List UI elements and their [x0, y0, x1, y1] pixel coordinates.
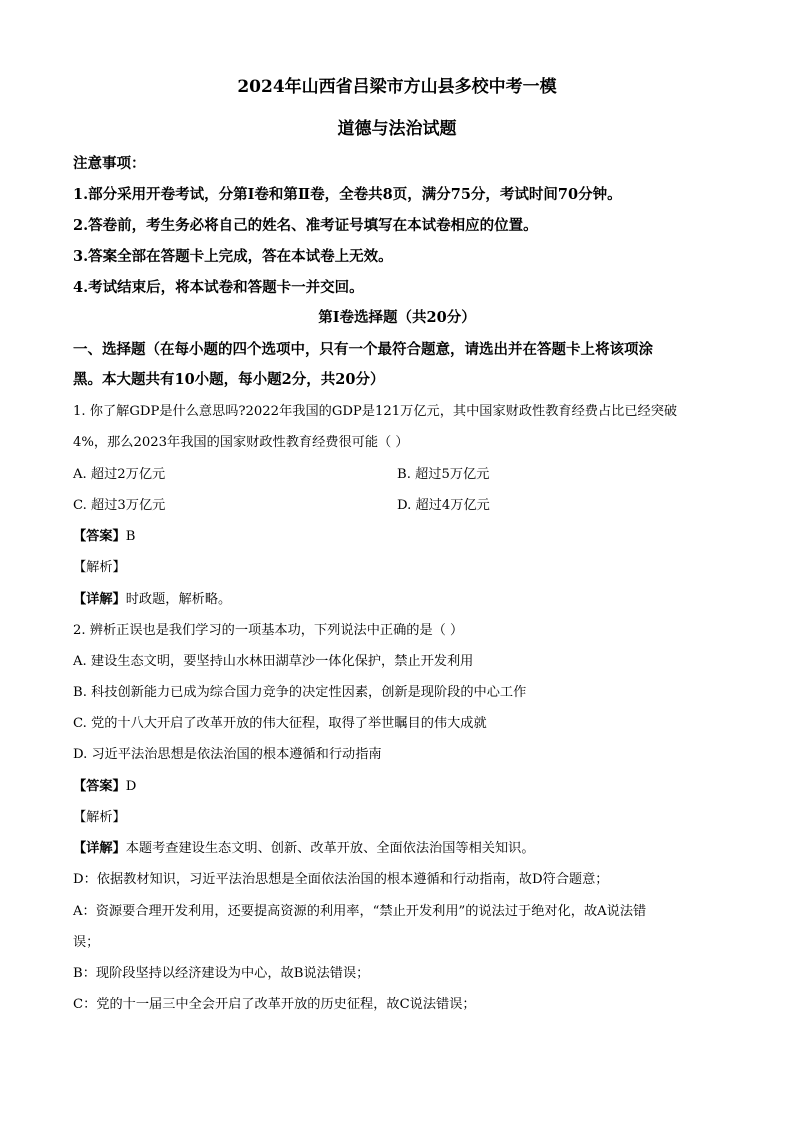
page-subtitle: 道德与法治试题: [337, 119, 457, 139]
q1-answer-tag: 【答案】: [73, 529, 126, 544]
section1-intro-line2: 黑。本大题共有10小题，每小题2分，共20分）: [73, 371, 385, 388]
q2-explain-a-line1: A：资源要合理开发利用，还要提高资源的利用率，“禁止开发利用”的说法过于绝对化，故A说法错: [73, 904, 647, 919]
q2-stem: 2. 辨析正误也是我们学习的一项基本功，下列说法中正确的是（ ）: [73, 623, 464, 638]
q2-answer-value: D: [125, 779, 137, 794]
notice-item-3: 3.答案全部在答题卡上完成，答在本试卷上无效。: [73, 248, 393, 265]
q1-detail: [73, 588, 231, 607]
q2-detail: [73, 837, 535, 856]
q1-stem-line2: 4%，那么2023年我国的国家财政性教育经费很可能（ ）: [73, 435, 409, 450]
q2-detail-tag: 【详解】: [73, 841, 126, 856]
q2-option-b: B. 科技创新能力已成为综合国力竞争的决定性因素，创新是现阶段的中心工作: [73, 685, 527, 700]
notice-item-4: 4.考试结束后，将本试卷和答题卡一并交回。: [73, 279, 364, 296]
q2-explain-d: D：依据教材知识，习近平法治思想是全面依法治国的根本遵循和行动指南，故D符合题意；: [73, 872, 609, 887]
q1-detail-text: 时政题，解析略。: [125, 592, 232, 607]
q2-explain-a-line2: 误；: [73, 935, 100, 950]
q2-answer: [73, 775, 136, 794]
q1-analysis-tag: 【解析】: [73, 560, 126, 575]
notice-item-1: 1.部分采用开卷考试，分第Ⅰ卷和第Ⅱ卷，全卷共8页，满分75分，考试时间70分钟。: [73, 186, 622, 203]
page-title: 2024年山西省吕梁市方山县多校中考一模: [237, 77, 557, 97]
part1-heading: 第Ⅰ卷选择题（共20分）: [318, 309, 476, 326]
q1-option-d: D. 超过4万亿元: [397, 498, 490, 513]
q1-option-c: C. 超过3万亿元: [73, 498, 166, 513]
section1-intro-line1: 一、选择题（在每小题的四个选项中，只有一个最符合题意，请选出并在答题卡上将该项涂: [73, 341, 653, 358]
q1-option-a: A. 超过2万亿元: [73, 467, 166, 482]
q2-option-d: D. 习近平法治思想是依法治国的根本遵循和行动指南: [73, 747, 382, 762]
q1-option-b: B. 超过5万亿元: [397, 467, 490, 482]
q2-analysis-tag: 【解析】: [73, 810, 126, 825]
q2-option-a: A. 建设生态文明，要坚持山水林田湖草沙一体化保护，禁止开发利用: [73, 654, 474, 669]
notice-heading: 注意事项：: [73, 155, 146, 172]
q2-answer-tag: 【答案】: [73, 779, 126, 794]
q1-stem-line1: 1. 你了解GDP是什么意思吗?2022年我国的GDP是121万亿元，其中国家财政性教育经费占比已经突破: [73, 404, 678, 419]
q1-detail-tag: 【详解】: [73, 592, 126, 607]
q2-option-c: C. 党的十八大开启了改革开放的伟大征程，取得了举世瞩目的伟大成就: [73, 716, 487, 731]
q2-detail-text: 本题考查建设生态文明、创新、改革开放、全面依法治国等相关知识。: [125, 841, 535, 856]
q1-answer: [73, 525, 135, 544]
notice-item-2: 2.答卷前，考生务必将自己的姓名、准考证号填写在本试卷相应的位置。: [73, 217, 538, 234]
q1-answer-value: B: [125, 529, 136, 544]
q2-explain-c: C：党的十一届三中全会开启了改革开放的历史征程，故C说法错误；: [73, 997, 476, 1012]
q2-explain-b: B：现阶段坚持以经济建设为中心，故B说法错误；: [73, 966, 370, 981]
